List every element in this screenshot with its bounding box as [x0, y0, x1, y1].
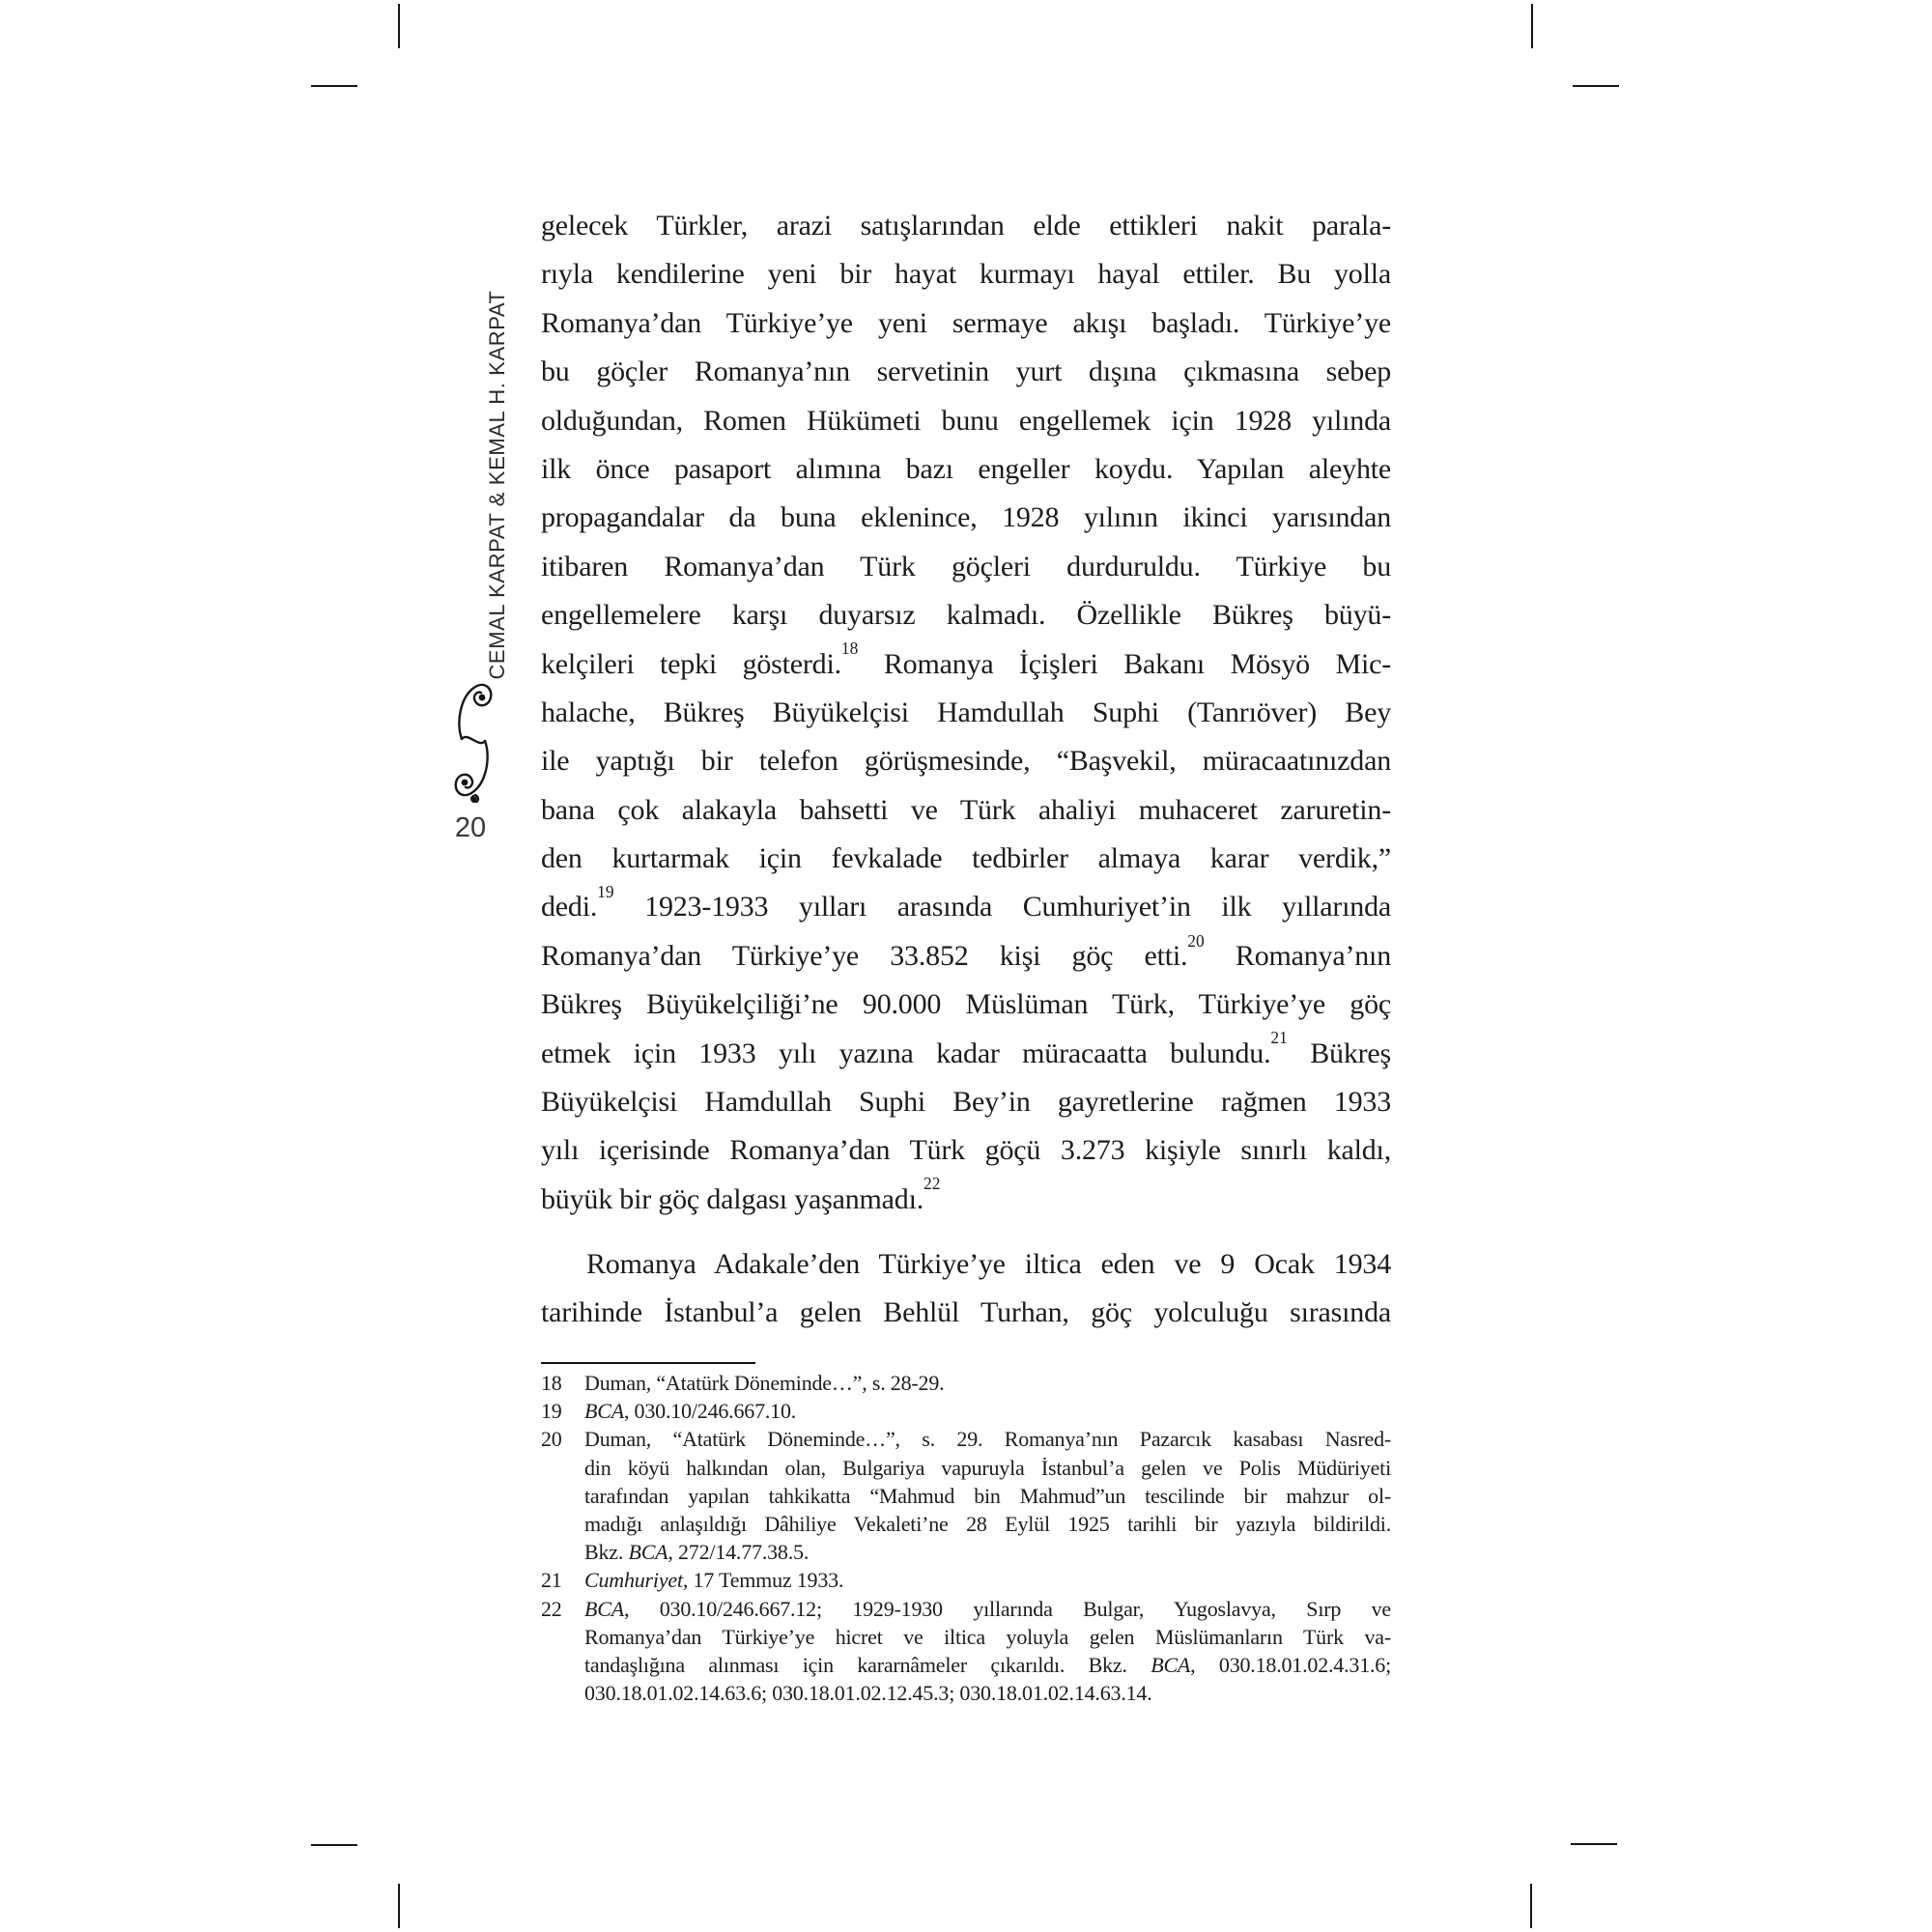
footnote-number: 21	[541, 1568, 562, 1593]
body-paragraph-2	[541, 1240, 1391, 1338]
text-line: propagandalar da buna eklenince, 1928 yılının ikinci yarısından	[541, 501, 1391, 534]
crop-mark-top-left-vertical	[398, 4, 400, 48]
text-line: rıyla kendilerine yeni bir hayat kurmayı hayal ettiler. Bu yolla	[541, 258, 1391, 291]
footnote-line: Duman, “Atatürk Döneminde…”, s. 28-29.	[584, 1371, 945, 1395]
crop-mark-top-right-horizontal	[1573, 85, 1619, 87]
footnote-item	[541, 1425, 1391, 1566]
text-line: gelecek Türkler, arazi satışlarından elde ettikleri nakit parala-	[541, 210, 1391, 242]
crop-mark-bottom-right-horizontal	[1571, 1843, 1617, 1845]
footnote-line: Cumhuriyet, 17 Temmuz 1933.	[584, 1568, 844, 1593]
footnote-line: Romanya’dan Türkiye’ye hicret ve iltica yoluyla gelen Müslümanların Türk va-	[584, 1624, 1391, 1649]
text-line: ilk önce pasaport alımına bazı engeller koydu. Yapılan aleyhte	[541, 452, 1391, 485]
footnote-number: 20	[541, 1427, 562, 1452]
floral-flourish-icon	[452, 681, 495, 808]
text-line: engellemelere karşı duyarsız kalmadı. Özellikle Bükreş büyü-	[541, 599, 1391, 632]
footnote-text	[584, 1566, 1391, 1594]
footnote-line: 030.18.01.02.14.63.6; 030.18.01.02.12.45.3; 030.18.01.02.14.63.14.	[584, 1681, 1152, 1706]
text-line: dedi.$^{19}$ 1923-1933 yılları arasında Cumhuriyet’in ilk yıllarında	[541, 882, 1391, 923]
text-line: ile yaptığı bir telefon görüşmesinde, “Başvekil, müracaatınızdan	[541, 745, 1391, 778]
footnote-text	[584, 1595, 1391, 1708]
text-line: bana çok alakayla bahsetti ve Türk ahaliyi muhaceret zaruretin-	[541, 793, 1391, 826]
crop-mark-bottom-left-horizontal	[311, 1844, 357, 1846]
footnote-item	[541, 1397, 1391, 1425]
text-line: olduğundan, Romen Hükümeti bunu engellemek için 1928 yılında	[541, 404, 1391, 437]
footnote-line: madığı anlaşıldığı Dâhiliye Vekaleti’ne 28 Eylül 1925 tarihli bir yazıyla bildirildi.	[584, 1511, 1391, 1536]
text-line: Bükreş Büyükelçiliği’ne 90.000 Müslüman Türk, Türkiye’ye göç	[541, 988, 1391, 1021]
footnote-item	[541, 1566, 1391, 1594]
crop-mark-bottom-right-vertical	[1530, 1884, 1532, 1928]
footnote-line: BCA, 030.10/246.667.12; 1929-1930 yıllarında Bulgar, Yugoslavya, Sırp ve	[584, 1596, 1391, 1621]
text-line: Büyükelçisi Hamdullah Suphi Bey’in gayretlerine rağmen 1933	[541, 1086, 1391, 1119]
footnotes-block	[541, 1369, 1391, 1707]
footnote-line: tandaşlığına alınması için kararnâmeler çıkarıldı. Bkz. BCA, 030.18.01.02.4.31.6;	[584, 1652, 1392, 1677]
footnote-line: din köyü halkından olan, Bulgariya vapuruyla İstanbul’a gelen ve Polis Müdüriyeti	[584, 1455, 1391, 1480]
text-line: yılı içerisinde Romanya’dan Türk göçü 3.273 kişiyle sınırlı kaldı,	[541, 1134, 1391, 1167]
text-line: Romanya’dan Türkiye’ye 33.852 kişi göç etti.$^{20}$ Romanya’nın	[541, 930, 1391, 972]
footnote-number: 19	[541, 1399, 562, 1424]
footnote-number: 18	[541, 1371, 562, 1395]
crop-mark-top-right-vertical	[1531, 4, 1533, 48]
footnote-line: Bkz. BCA, 272/14.77.38.5.	[584, 1540, 810, 1565]
footnote-text	[584, 1425, 1391, 1566]
footnote-line: Duman, “Atatürk Döneminde…”, s. 29. Romanya’nın Pazarcık kasabası Nasred-	[584, 1427, 1391, 1452]
footnote-text	[584, 1397, 1391, 1425]
footnote-separator	[541, 1362, 755, 1364]
sidebar-author-header: CEMAL KARPAT & KEMAL H. KARPAT	[485, 290, 509, 680]
text-line: Romanya Adakale’den Türkiye’ye iltica eden ve 9 Ocak 1934	[586, 1248, 1391, 1280]
footnote-item	[541, 1595, 1391, 1708]
text-line: tarihinde İstanbul’a gelen Behlül Turhan, göç yolculuğu sırasında	[541, 1296, 1391, 1329]
text-line: itibaren Romanya’dan Türk göçleri durduruldu. Türkiye bu	[541, 550, 1391, 582]
footnote-text	[584, 1369, 1391, 1397]
text-line: kelçileri tepki gösterdi.$^{18}$ Romanya İçişleri Bakanı Mösyö Mic-	[541, 639, 1391, 680]
footnote-line: tarafından yapılan tahkikatta “Mahmud bin Mahmud”un tescilinde bir mahzur ol-	[584, 1483, 1391, 1508]
footnote-number: 22	[541, 1596, 562, 1621]
text-line: etmek için 1933 yılı yazına kadar müracaatta bulundu.$^{21}$ Bükreş	[541, 1028, 1391, 1069]
text-line: bu göçler Romanya’nın servetinin yurt dışına çıkmasına sebep	[541, 355, 1391, 388]
text-line: den kurtarmak için fevkalade tedbirler almaya karar verdik,”	[541, 842, 1391, 875]
page-number: 20	[454, 812, 487, 843]
text-line: Romanya’dan Türkiye’ye yeni sermaye akışı başladı. Türkiye’ye	[541, 306, 1391, 339]
footnote-line: BCA, 030.10/246.667.10.	[584, 1399, 797, 1424]
footnote-item	[541, 1369, 1391, 1397]
text-line: büyük bir göç dalgası yaşanmadı.$^{22}$	[541, 1174, 941, 1215]
body-paragraph-1	[541, 202, 1391, 1224]
text-line: halache, Bükreş Büyükelçisi Hamdullah Suphi (Tanrıöver) Bey	[541, 696, 1391, 728]
crop-mark-top-left-horizontal	[311, 85, 357, 87]
crop-mark-bottom-left-vertical	[398, 1884, 400, 1928]
